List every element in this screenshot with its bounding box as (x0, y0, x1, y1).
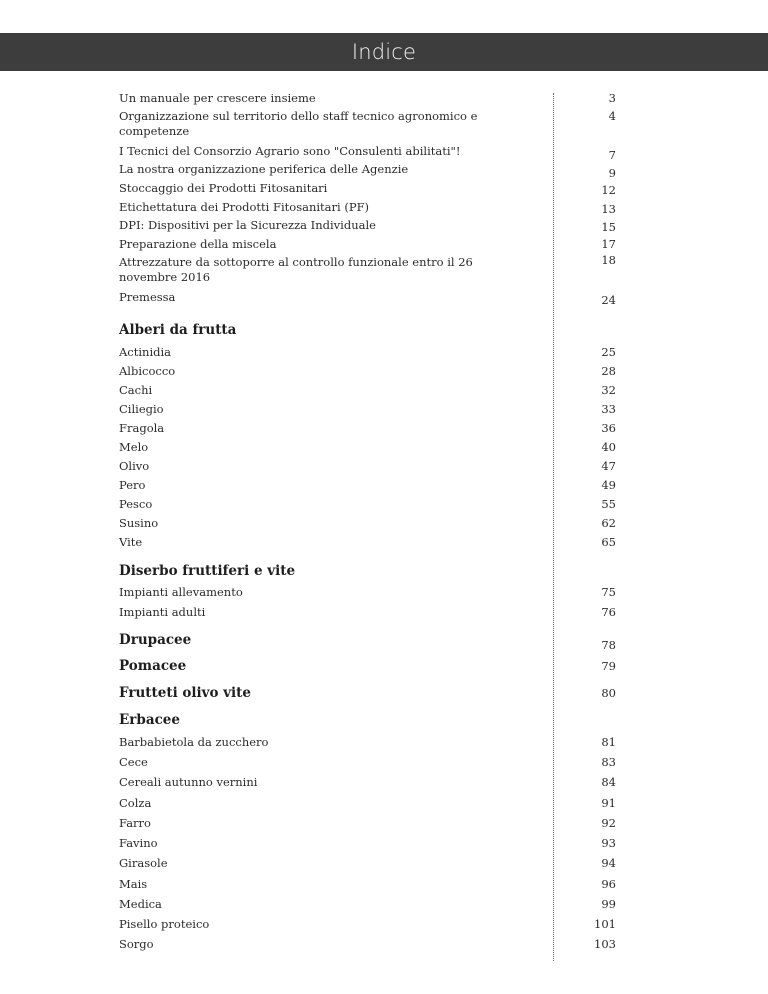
toc-entry-title: Ciliegio (119, 402, 164, 416)
section-heading-alberi-da-frutta[interactable]: Alberi da frutta (119, 322, 237, 338)
toc-entry-page: 81 (601, 735, 616, 749)
toc-entry-title: Stoccaggio dei Prodotti Fitosanitari (119, 181, 328, 195)
toc-entry-title: Melo (119, 440, 149, 454)
toc-entry-title: Favino (119, 836, 158, 850)
toc-entry-page: 24 (601, 293, 616, 307)
toc-entry-title: Pero (119, 478, 146, 492)
toc-entry-title: Farro (119, 816, 151, 830)
section-page-pomacee: 79 (601, 659, 616, 673)
toc-entry-title: Cereali autunno vernini (119, 775, 258, 789)
toc-entry-page: 33 (601, 402, 616, 416)
toc-entry-title: Pisello proteico (119, 917, 210, 931)
toc-entry-title: Susino (119, 516, 159, 530)
section-heading-drupacee[interactable]: Drupacee (119, 632, 192, 648)
toc-entry-page: 47 (601, 459, 616, 473)
toc-entry-title: Mais (119, 877, 148, 891)
toc-entry-page: 17 (601, 237, 616, 251)
toc-entry-title: Cece (119, 755, 148, 769)
toc-entry-title: Cachi (119, 383, 153, 397)
column-divider (553, 93, 554, 961)
toc-entry-page: 62 (601, 516, 616, 530)
toc-entry-page: 75 (601, 585, 616, 599)
toc-entry-title: Barbabietola da zucchero (119, 735, 269, 749)
toc-entry-page: 55 (601, 497, 616, 511)
toc-entry-title: Olivo (119, 459, 150, 473)
toc-entry-page: 13 (601, 202, 616, 216)
toc-entry-title: Pesco (119, 497, 153, 511)
toc-entry-title: Attrezzature da sottoporre al controllo funzionale entro il 26 novembre 2016 (119, 255, 473, 284)
toc-entry-page: 99 (601, 897, 616, 911)
toc-entry-title: Colza (119, 796, 152, 810)
toc-entry-page: 94 (601, 856, 616, 870)
toc-entry-title: Actinidia (119, 345, 172, 359)
toc-entry-page: 101 (594, 917, 616, 931)
toc-entry-title: Fragola (119, 421, 165, 435)
toc-entry-title: Impianti allevamento (119, 585, 243, 599)
toc-entry-page: 76 (601, 605, 616, 619)
toc-entry-page: 93 (601, 836, 616, 850)
toc-entry-title: DPI: Dispositivi per la Sicurezza Individuale (119, 218, 376, 232)
toc-entry-title: Girasole (119, 856, 168, 870)
toc-entry-page: 36 (601, 421, 616, 435)
toc-entry-title: Etichettatura dei Prodotti Fitosanitari (PF) (119, 200, 370, 214)
toc-entry-page: 91 (601, 796, 616, 810)
section-heading-erbacee[interactable]: Erbacee (119, 712, 180, 728)
toc-entry-title: Sorgo (119, 937, 154, 951)
toc-entry-title: I Tecnici del Consorzio Agrario sono "Consulenti abilitati"! (119, 144, 461, 158)
toc-entry-page: 83 (601, 755, 616, 769)
section-heading-pomacee[interactable]: Pomacee (119, 658, 187, 674)
toc-entry-page: 28 (601, 364, 616, 378)
section-page-frutteti: 80 (601, 686, 616, 700)
toc-entry-page: 84 (601, 775, 616, 789)
section-heading-diserbo[interactable]: Diserbo fruttiferi e vite (119, 563, 296, 579)
toc-entry-title: Preparazione della miscela (119, 237, 277, 251)
toc-entry-page: 92 (601, 816, 616, 830)
toc-entry-page: 65 (601, 535, 616, 549)
toc-entry-page: 4 (608, 109, 616, 123)
toc-entry-title: La nostra organizzazione periferica delle Agenzie (119, 162, 409, 176)
toc-entry-page: 7 (608, 148, 616, 162)
toc-entry-title: Albicocco (119, 364, 176, 378)
toc-entry-title: Un manuale per crescere insieme (119, 91, 316, 105)
toc-entry-page: 25 (601, 345, 616, 359)
toc-entry-title: Medica (119, 897, 162, 911)
header-bar (0, 33, 768, 71)
toc-entry-page: 40 (601, 440, 616, 454)
toc-entry-page: 49 (601, 478, 616, 492)
toc-entry-title: Organizzazione sul territorio dello staff tecnico agronomico e competenze (119, 109, 478, 138)
toc-entry-page: 96 (601, 877, 616, 891)
toc-entry-title: Vite (119, 535, 143, 549)
toc-entry-page: 12 (601, 183, 616, 197)
toc-entry-page: 3 (608, 91, 616, 105)
page-title: Indice (351, 40, 417, 64)
toc-entry-page: 18 (601, 253, 616, 267)
toc-entry-page: 15 (601, 220, 616, 234)
toc-entry-title: Premessa (119, 290, 176, 304)
toc-entry-page: 32 (601, 383, 616, 397)
toc-entry-page: 9 (608, 166, 616, 180)
toc-entry-page: 103 (594, 937, 616, 951)
section-page-drupacee: 78 (601, 638, 616, 652)
section-heading-frutteti[interactable]: Frutteti olivo vite (119, 685, 252, 701)
toc-entry-title: Impianti adulti (119, 605, 206, 619)
